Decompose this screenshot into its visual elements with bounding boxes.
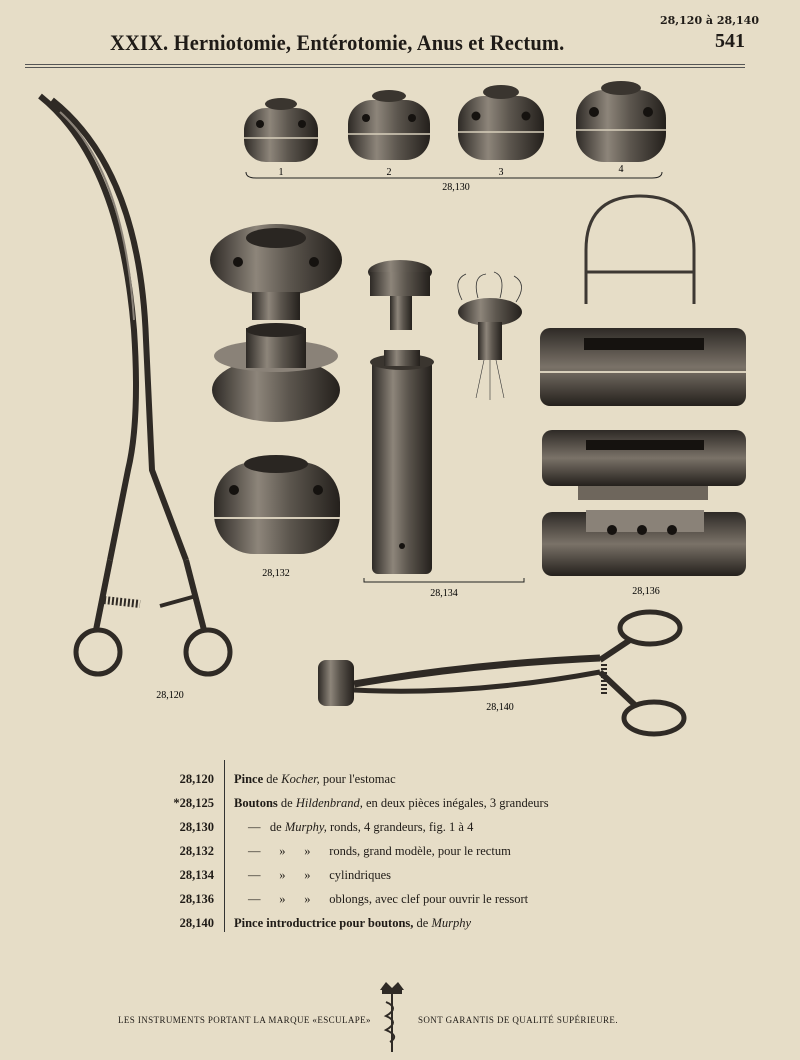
entry-description <box>234 820 473 835</box>
fig-label-2: 2 <box>386 167 392 178</box>
entry-lead: — <box>248 844 261 858</box>
footer-right-text: SONT GARANTIS DE QUALITÉ SUPÉRIEURE. <box>418 1015 618 1025</box>
entry-maker-name: Murphy, <box>284 820 327 834</box>
entry-lead: — <box>248 892 261 906</box>
entry-connector: de <box>277 796 296 810</box>
murphy-button-large-top <box>210 224 342 320</box>
fig-label-3: 3 <box>498 167 504 178</box>
fig-28120-label: 28,120 <box>156 690 184 701</box>
footer-left-text: LES INSTRUMENTS PORTANT LA MARQUE «ESCULAPE» <box>118 1015 371 1025</box>
entry-detail: ronds, grand modèle, pour le rectum <box>310 844 511 858</box>
entry-maker-name: Hildenbrand, <box>295 796 363 810</box>
entry-connector: de <box>263 772 282 786</box>
entry-lead: Pince introductrice pour boutons, <box>234 916 414 930</box>
entry-code: 28,136 <box>179 892 214 906</box>
entry-description <box>234 844 511 859</box>
instrument-plate <box>0 70 800 750</box>
entry-connector: » » <box>260 844 311 858</box>
oblong-button-1 <box>540 328 746 406</box>
entry-description <box>234 892 528 907</box>
entry-description <box>234 772 396 787</box>
fig-28130-label: 28,130 <box>442 182 470 193</box>
oblong-button-3 <box>542 510 746 576</box>
entry-description <box>234 796 549 811</box>
kocher-forceps <box>40 96 230 674</box>
fig-28134-label: 28,134 <box>430 588 458 599</box>
murphy-button-round-4 <box>576 81 666 162</box>
entry-code: 28,132 <box>179 844 214 858</box>
fig-28140-label: 28,140 <box>486 702 514 713</box>
bracket-28130 <box>246 172 662 178</box>
murphy-button-large-bottom <box>214 455 340 554</box>
entry-lead: Pince <box>234 772 264 786</box>
fig-28136-label: 28,136 <box>632 586 660 597</box>
entry-connector: de <box>260 820 285 834</box>
entry-detail: cylindriques <box>310 868 392 882</box>
entry-maker-name: Murphy <box>431 916 472 930</box>
page-title: XXIX. Herniotomie, Entérotomie, Anus et Rectum. <box>110 30 565 55</box>
entry-description <box>234 868 391 883</box>
murphy-button-cylinder-cap <box>368 260 432 330</box>
oblong-button-key <box>586 196 694 304</box>
entry-detail: pour l'estomac <box>319 772 396 786</box>
fig-label-4: 4 <box>618 164 624 175</box>
entry-connector: » » <box>260 892 311 906</box>
murphy-button-large-middle <box>212 323 340 422</box>
entry-code: 28,120 <box>179 772 214 786</box>
murphy-introducing-forceps <box>318 612 684 734</box>
entry-detail: ronds, 4 grandeurs, fig. 1 à 4 <box>326 820 474 834</box>
entry-connector: » » <box>260 868 311 882</box>
entry-lead: Boutons <box>234 796 278 810</box>
entry-detail: en deux pièces inégales, 3 grandeurs <box>362 796 549 810</box>
page-number: 541 <box>715 30 745 52</box>
entries-divider <box>224 760 225 932</box>
entry-code: 28,134 <box>179 868 214 882</box>
entry-lead: — <box>248 820 261 834</box>
entry-lead: — <box>248 868 261 882</box>
entry-description <box>234 916 471 931</box>
entry-code: 28,130 <box>179 820 214 834</box>
entry-maker-name: Kocher, <box>281 772 320 786</box>
page-range: 28,120 à 28,140 <box>660 14 759 27</box>
bracket-28134 <box>364 578 524 582</box>
murphy-button-cylinder-body <box>370 350 434 574</box>
header-rule-second <box>25 67 745 68</box>
esculape-logo <box>372 980 412 1054</box>
murphy-button-with-threads <box>458 272 522 400</box>
murphy-button-round-1 <box>244 98 318 162</box>
entry-code: 28,140 <box>179 916 214 930</box>
fig-28132-label: 28,132 <box>262 568 290 579</box>
header-rule <box>25 64 745 65</box>
entry-connector: de <box>413 916 432 930</box>
entry-code: *28,125 <box>173 796 214 810</box>
entry-detail: oblongs, avec clef pour ouvrir le ressort <box>310 892 529 906</box>
murphy-button-round-2 <box>348 90 430 160</box>
fig-label-1: 1 <box>278 167 284 178</box>
oblong-button-2 <box>542 430 746 500</box>
murphy-button-round-3 <box>458 85 544 160</box>
